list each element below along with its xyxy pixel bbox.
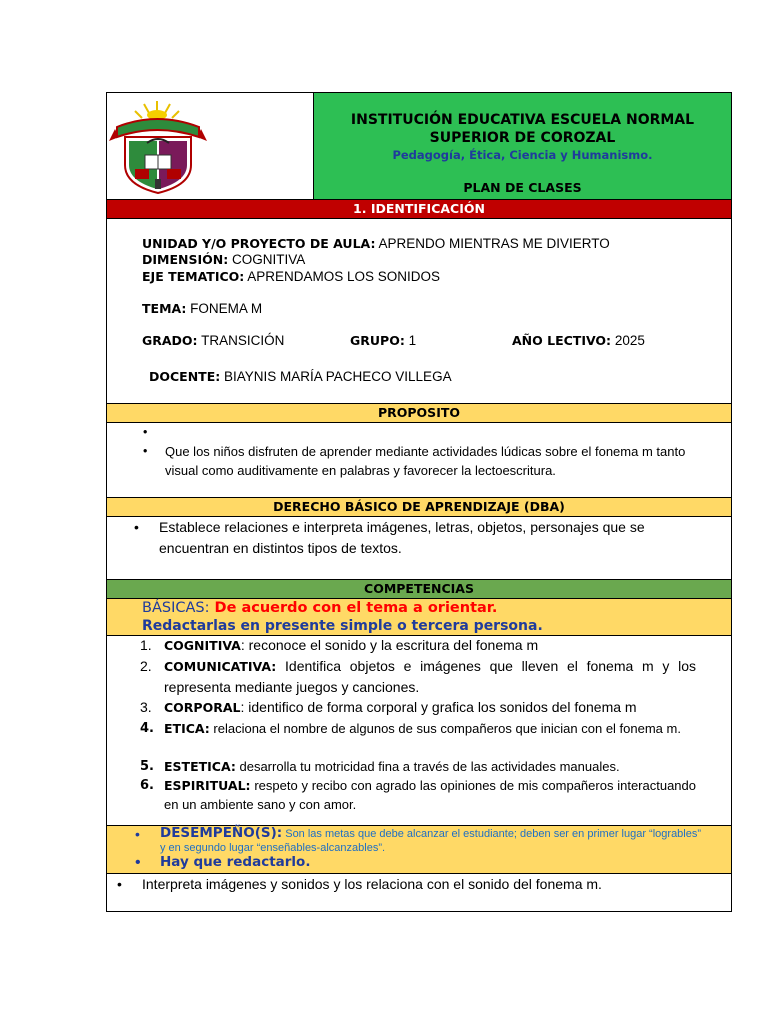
logo-cell xyxy=(107,93,314,199)
tema-field: TEMA: FONEMA M xyxy=(142,301,263,316)
dba-band: DERECHO BÁSICO DE APRENDIZAJE (DBA) xyxy=(107,497,731,516)
anio-field: AÑO LECTIVO: 2025 xyxy=(512,333,645,348)
proposito-item-empty xyxy=(143,423,703,442)
proposito-item: • Que los niños disfruten de aprender mediante actividades lúdicas sobre el fonema m tanto visual como auditivamente en palabras y favorecer la lectoescritura. xyxy=(143,444,686,478)
competencia-item: 2. COMUNICATIVA: Identifica objetos e imágenes que lleven el fonema m y los representa mediante juegos y canciones. xyxy=(140,658,696,695)
grado-field: GRADO: TRANSICIÓN xyxy=(142,333,285,348)
dba-section xyxy=(107,516,731,579)
bullet-icon: • xyxy=(143,444,148,458)
desempenos-note: • DESEMPEÑO(S): Son las metas que debe alcanzar el estudiante; deben ser en primer lugar “logrables” y en segundo lugar “enseñables-alcanzables”. xyxy=(135,825,702,854)
bullet-icon: • xyxy=(134,519,139,535)
competencia-item: 4. ETICA: relaciona el nombre de algunos de sus compañeros que inician con el fonema m. xyxy=(140,721,681,736)
identificacion-band: 1. IDENTIFICACIÓN xyxy=(107,199,731,218)
bullet-icon: • xyxy=(135,826,140,842)
bullet-icon: • xyxy=(135,854,141,871)
identificacion-section xyxy=(107,218,731,403)
dba-item: • Establece relaciones e interpreta imágenes, letras, objetos, personajes que se encuentran en distintos tipos de textos. xyxy=(134,519,645,556)
bullet-icon: • xyxy=(117,876,122,892)
institution-name: INSTITUCIÓN EDUCATIVA ESCUELA NORMAL SUPERIOR DE COROZAL xyxy=(350,112,695,146)
lesson-plan-document xyxy=(106,92,732,912)
proposito-section xyxy=(107,422,731,497)
eje-field: EJE TEMATICO: APRENDAMOS LOS SONIDOS xyxy=(142,269,441,284)
institution-motto: Pedagogía, Ética, Ciencia y Humanismo. xyxy=(392,148,653,162)
basicas-line: BÁSICAS: De acuerdo con el tema a orientar. xyxy=(142,600,498,616)
competencias-instruction: Redactarlas en presente simple o tercera persona. xyxy=(142,618,543,634)
proposito-band: PROPOSITO xyxy=(107,403,731,422)
competencia-item: 1. COGNITIVA: reconoce el sonido y la escritura del fonema m xyxy=(140,637,539,653)
competencia-item: 6. ESPIRITUAL: respeto y recibo con agrado las opiniones de mis compañeros interactuando en un ambiente sano y con amor. xyxy=(140,778,696,812)
competencia-item: 5. ESTETICA: desarrolla tu motricidad fina a través de las actividades manuales. xyxy=(140,759,620,774)
competencias-band: COMPETENCIAS xyxy=(107,579,731,598)
desempenos-instruction: • Hay que redactarlo. xyxy=(135,854,311,871)
basicas-header xyxy=(107,598,731,635)
docente-field: DOCENTE: BIAYNIS MARÍA PACHECO VILLEGA xyxy=(149,369,452,384)
desempenos-list xyxy=(107,873,731,911)
bullet-icon: • xyxy=(143,425,148,439)
dimension-field: DIMENSIÓN: COGNITIVA xyxy=(142,252,306,267)
school-crest-logo xyxy=(107,93,313,199)
competencias-list xyxy=(107,635,731,825)
desempenos-header xyxy=(107,825,731,873)
document-type: PLAN DE CLASES xyxy=(463,180,582,195)
grupo-field: GRUPO: 1 xyxy=(350,333,417,348)
desempeno-item: • Interpreta imágenes y sonidos y los relaciona con el sonido del fonema m. xyxy=(117,874,717,895)
unidad-field: UNIDAD Y/O PROYECTO DE AULA: APRENDO MIENTRAS ME DIVIERTO xyxy=(142,236,610,251)
competencia-item: 3. CORPORAL: identifico de forma corporal y grafica los sonidos del fonema m xyxy=(140,699,637,715)
title-cell xyxy=(314,93,731,199)
